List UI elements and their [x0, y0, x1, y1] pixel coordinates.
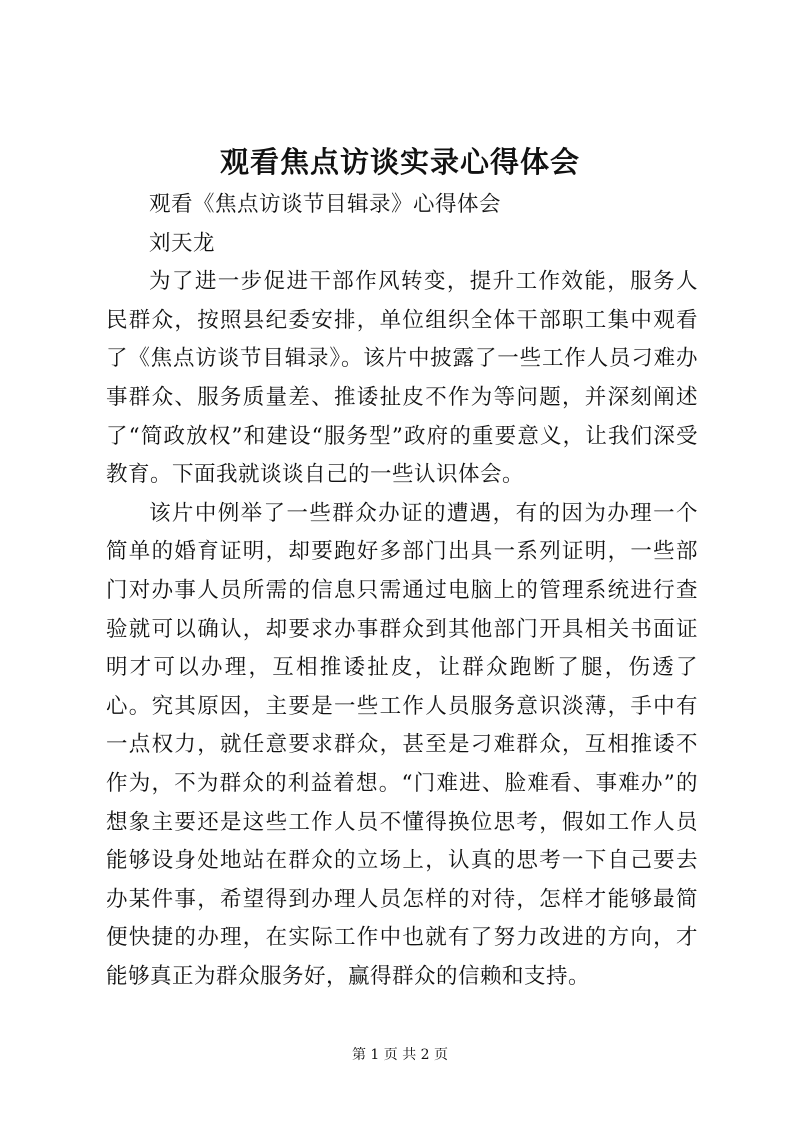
- document-body: [106, 186, 698, 996]
- document-author: 刘天龙: [149, 230, 216, 256]
- paragraph-1: 为了进一步促进干部作风转变，提升工作效能，服务人民群众，按照县纪委安排，单位组织全体干部职工集中观看了《焦点访谈节目辑录》。该片中披露了一些工作人员刁难办事群众、服务质量差、推诿扯皮不作为等问题，并深刻阐述了“简政放权”和建设“服务型”政府的重要意义，让我们深受教育。下面我就谈谈自己的一些认识体会。: [106, 269, 698, 488]
- document-title: 观看焦点访谈实录心得体会: [219, 145, 580, 179]
- paragraph-2: 该片中例举了一些群众办证的遭遇，有的因为办理一个简单的婚育证明，却要跑好多部门出具一系列证明，一些部门对办事人员所需的信息只需通过电脑上的管理系统进行查验就可以确认，却要求办事群众到其他部门开具相关书面证明才可以办理，互相推诿扯皮，让群众跑断了腿，伤透了心。究其原因，主要是一些工作人员服务意识淡薄，手中有一点权力，就任意要求群众，甚至是刁难群众，互相推诿不作为，不为群众的利益着想。“门难进、脸难看、事难办”的想象主要还是这些工作人员不懂得换位思考，假如工作人员能够设身处地站在群众的立场上，认真的思考一下自己要去办某件事，希望得到办理人员怎样的对待，怎样才能够最简便快捷的办理，在实际工作中也就有了努力改进的方向，才能够真正为群众服务好，赢得群众的信赖和支持。: [106, 500, 698, 989]
- page-footer: 第 1 页 共 2 页: [351, 1047, 449, 1063]
- document-subtitle: 观看《焦点访谈节目辑录》心得体会: [149, 192, 502, 217]
